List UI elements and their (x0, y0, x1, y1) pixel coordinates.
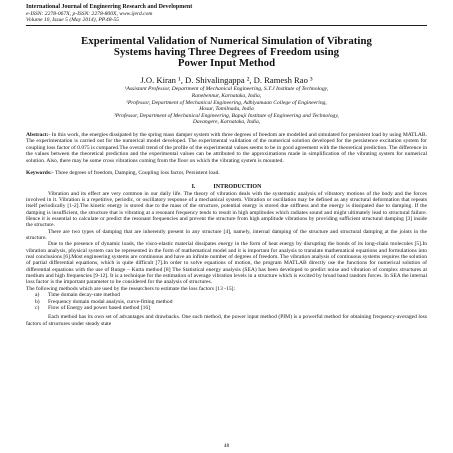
list-item (26, 305, 427, 311)
paragraph: Vibration and its effect are very common in our daily life. The theory of vibration deals with the systematic analysis of vibratory motions of the body and the forces involved in it. Vibration is a repetitive, periodic, or oscillatory response of a mechanical system. Vibration or oscillation may be defined as any structural deformation that repeats itself periodically [1-2].The kinetic energy is stored due to the mass of the structure, potential energy is stored due stiffness and the energy is dissipated due to damping. If the damping is insufficient, the structure that is vibrating at a resonant frequency tends to result in high amplitudes which radiates sound and might ultimately lead to structural failure. Hence it is essential to calculate or predict the resonant frequencies and prevent the structure from high amplitude vibrations by providing sufficient structural damping [3] inside the structure. (26, 190, 427, 229)
paragraph: The following methods which are used by the researchers to estimate the loss factors [13 -15]: (26, 285, 236, 292)
affiliation-line: ¹Assistant Professor, Department of Mechanical Engineering, S.T.J Institute of Technology, (124, 86, 329, 93)
affiliation-line: ²Professor, Department of Mechanical Engineering, Adhiyamaan College of Engineering, (126, 99, 327, 106)
affiliation-line: Ranebennur, Karnataka, India, (191, 92, 262, 99)
page-number: 48 (223, 443, 230, 449)
author-list: J.O. Kiran ¹, D. Shivalingappa ², D. Ramesh Rao ³ (140, 75, 313, 86)
journal-issn: e-ISSN: 2278-067X, p-ISSN: 2278-800X, www.ijerd.com (26, 10, 153, 17)
keywords (26, 170, 427, 176)
affiliation-line: Davangere, Karnataka, India, (192, 119, 261, 126)
journal-name: International Journal of Engineering Research and Development (26, 4, 193, 10)
journal-volume: Volume 10, Issue 5 (May 2014), PP.48-55 (26, 17, 119, 24)
paragraph: Due to the presence of dynamic loads, the visco-elastic material dissipates energy in the form of heat energy by disrupting the bonds of its long-chain molecules [5].In vibration analysis, physical system can be represented in the form of mathematical model and it is important for analysis to translate mathematical equations and formulations into real conclusions [6].Most engineering systems are continuous and have an infinite number of degrees of freedom. The vibration analysis of continuous systems requires the solution of partial differential equations, which is quite difficult [7].In order to solve equations of motion, the program MATLAB directly use the functions for numerical solution of differential equations with the use of Runge – Kutta method [8] The Statistical energy analysis (SEA) has been developed to predict noise and vibration of complex structures at medium and high frequencies [9-12]. It is a technique for the estimation of average vibration levels in a structure which is excited by broad band random forces. In SEA the internal loss factor is the important parameter to be considered for the analysis of structures. (26, 241, 427, 286)
journal-header (26, 4, 427, 24)
list-text: Flow of Energy and power based method [16] (48, 304, 151, 311)
list-label: a) (35, 292, 40, 299)
abstract-label: Abstract:- (26, 131, 51, 138)
affiliation-line: Hosur, Tamilnadu, India (199, 106, 254, 113)
affiliation-line: ³Professor, Department of Mechanical Engineering, Bapuji Institute of Engineering and Technology, (114, 112, 339, 119)
list-text: Time domain decay-rate method (48, 292, 121, 299)
affiliations (26, 86, 427, 126)
method-list (26, 292, 427, 311)
paragraph: Each method has its own set of advantages and drawbacks. One such method, the power input method (PIM) is a powerful method for obtaining frequency-averaged loss factors of structures under steady state (26, 314, 427, 327)
header-rule (26, 25, 427, 26)
title-line: Systems having Three Degrees of Freedom using (113, 45, 340, 58)
list-label: b) (35, 298, 40, 305)
title-line: Power Input Method (177, 57, 276, 70)
list-text: Frequency domain modal analysis, curve-fitting method (48, 298, 173, 305)
paper-title (26, 36, 427, 70)
paragraph: There are two types of damping that are inherently present in any structure [4], namely, internal damping of the structure and structural damping at the joints in the structure. (26, 228, 427, 242)
keywords-text: Three degrees of freedom, Damping, Coupling loss factor, Persistent load. (55, 170, 220, 177)
title-line: Experimental Validation of Numerical Simulation of Vibrating (81, 34, 372, 47)
list-label: c) (35, 304, 40, 311)
introduction-body (26, 191, 427, 327)
abstract-text: In this work, the energies dissipated by the spring mass damper system with three degrees of freedom are modelled and simulated for persistent load by using MATLAB. The experimentation is carried out for the numerical model developed. The experimental validation of the numerical solution developed for the persistence excitation system for coupling loss factor of 0.075 is compared.The overall trend of the profile of the experimental values seems to be in good agreement with the theoretical prediction. The difference in the values between the theoretical prediction and the experimental values can be attributed to the approximations made in simplification of the vibrating system for numerical solution. Also, there may be some cross vibrations coming from the floor on which the vibrating system is mounted. (26, 131, 428, 164)
section-heading: I. INTRODUCTION (191, 183, 262, 190)
keywords-label: Keywords:- (26, 170, 54, 177)
abstract (26, 132, 427, 164)
